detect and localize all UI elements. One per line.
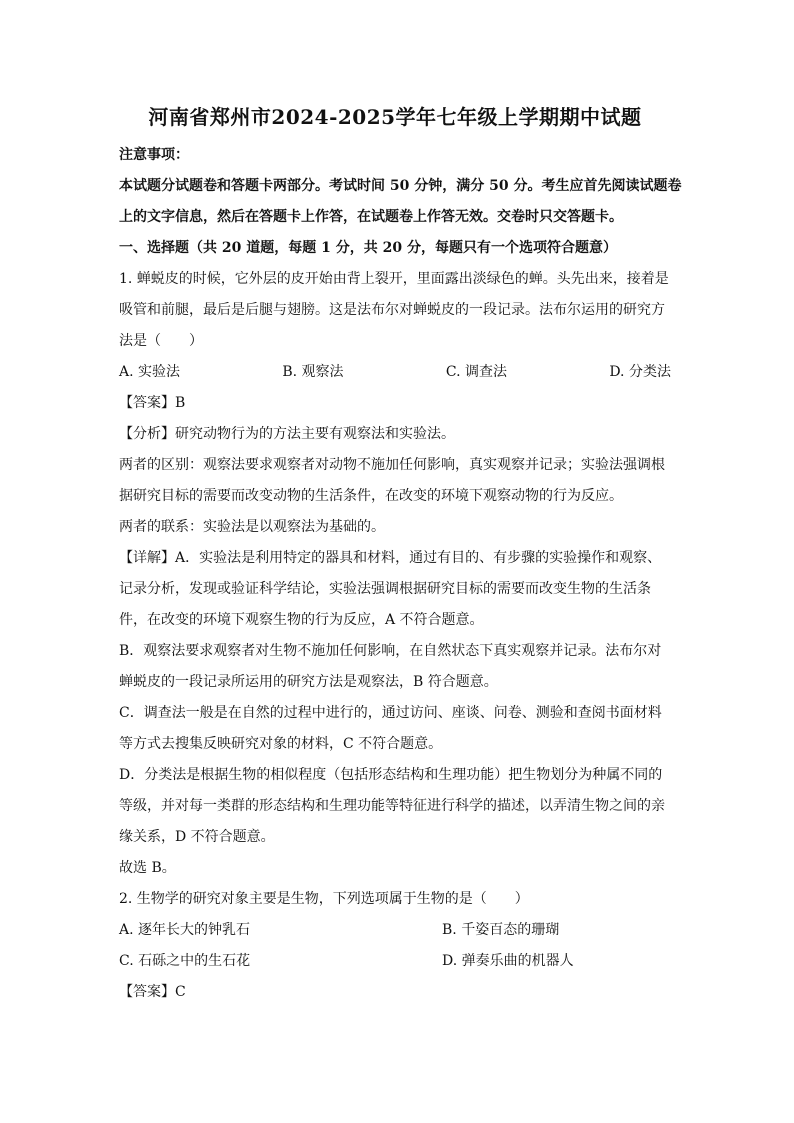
option-d: D. 分类法 <box>609 364 671 380</box>
analysis-line: 据研究目标的需要而改变动物的生活条件，在改变的环境下观察动物的行为反应。 <box>119 488 623 504</box>
question-options <box>119 357 671 388</box>
detail-line: D．分类法是根据生物的相似程度（包括形态结构和生理功能）把生物划分为种属不同的 <box>119 767 663 783</box>
question-stem: 1. 蝉蜕皮的时候，它外层的皮开始由背上裂开，里面露出淡绿色的蝉。头先出来，接着是 <box>119 271 669 287</box>
exam-page <box>119 100 682 1008</box>
option-c: C. 石砾之中的生石花 <box>119 953 251 969</box>
option-c: C. 调查法 <box>445 364 507 380</box>
option-d: D. 弹奏乐曲的机器人 <box>442 953 574 969</box>
detail-line: 蝉蜕皮的一段记录所运用的研究方法是观察法，B 符合题意。 <box>119 674 498 690</box>
question-stem: 法是（ ） <box>119 333 203 349</box>
analysis-line: 两者的联系：实验法是以观察法为基础的。 <box>119 519 385 535</box>
section-heading: 一、选择题（共 20 道题，每题 1 分，共 20 分，每题只有一个选项符合题意） <box>119 240 617 256</box>
detail-line: B．观察法要求观察者对生物不施加任何影响，在自然状态下真实观察并记录。法布尔对 <box>119 643 662 659</box>
question-stem: 吸管和前腿，最后是后腿与翅膀。这是法布尔对蝉蜕皮的一段记录。法布尔运用的研究方 <box>119 302 665 318</box>
answer-line: 【答案】B <box>119 395 186 411</box>
detail-line: 记录分析，发现或验证科学结论，实验法强调根据研究目标的需要而改变生物的生活条 <box>119 581 651 597</box>
question-options <box>119 915 671 977</box>
option-a: A. 实验法 <box>119 364 181 380</box>
detail-line: 等级，并对每一类群的形态结构和生理功能等特征进行科学的描述，以弄清生物之间的亲 <box>119 798 665 814</box>
question-stem: 2. 生物学的研究对象主要是生物，下列选项属于生物的是（ ） <box>119 891 529 907</box>
notice-line: 上的文字信息，然后在答题卡上作答，在试题卷上作答无效。交卷时只交答题卡。 <box>119 209 623 225</box>
document-title: 河南省郑州市2024-2025学年七年级上学期期中试题 <box>148 105 642 129</box>
analysis-line: 两者的区别：观察法要求观察者对动物不施加任何影响，真实观察并记录；实验法强调根 <box>119 457 665 473</box>
option-a: A. 逐年长大的钟乳石 <box>119 922 251 938</box>
detail-line: C．调查法一般是在自然的过程中进行的，通过访问、座谈、问卷、测验和查阅书面材料 <box>119 705 662 721</box>
option-b: B. 千姿百态的珊瑚 <box>442 922 560 938</box>
detail-line: 等方式去搜集反映研究对象的材料，C 不符合题意。 <box>119 736 443 752</box>
notice-line: 本试题分试题卷和答题卡两部分。考试时间 50 分钟，满分 50 分。考生应首先阅读试题卷 <box>119 178 682 194</box>
notice-heading: 注意事项： <box>119 147 189 163</box>
analysis-line: 【分析】研究动物行为的方法主要有观察法和实验法。 <box>119 426 455 442</box>
option-b: B. 观察法 <box>282 364 344 380</box>
detail-line: 故选 B。 <box>119 860 176 876</box>
detail-line: 件，在改变的环境下观察生物的行为反应，A 不符合题意。 <box>119 612 484 628</box>
answer-line: 【答案】C <box>119 984 186 1000</box>
detail-line: 【详解】A．实验法是利用特定的器具和材料，通过有目的、有步骤的实验操作和观察、 <box>119 550 662 566</box>
detail-line: 缘关系，D 不符合题意。 <box>119 829 275 845</box>
